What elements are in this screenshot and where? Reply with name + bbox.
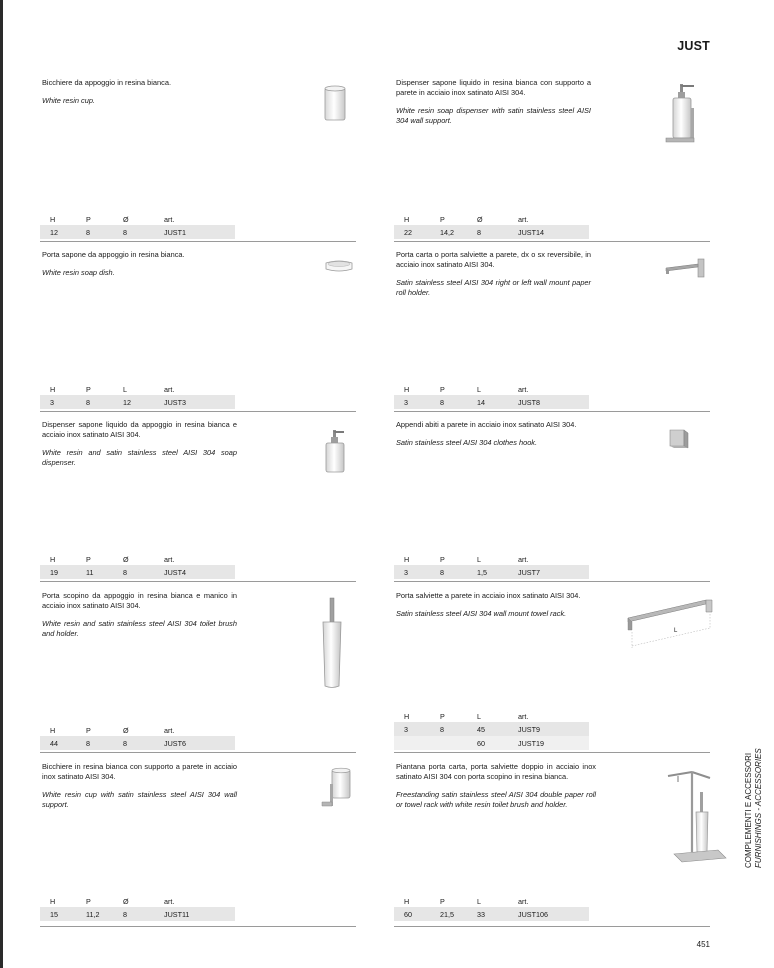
side-label-italian: COMPLEMENTI E ACCESSORI (744, 752, 753, 868)
soap-dish-icon (324, 258, 354, 276)
col-p: P (86, 385, 91, 394)
value-h: 15 (50, 910, 58, 919)
col-p: P (86, 555, 91, 564)
description-english: Satin stainless steel AISI 304 wall mount towel rack. (396, 609, 567, 618)
col-art: art. (518, 712, 529, 721)
value-p: 11 (86, 568, 94, 577)
value-l: 1,5 (477, 568, 487, 577)
value-art: JUST4 (164, 568, 186, 577)
description-italian: Appendi abiti a parete in acciaio inox satinato AISI 304. (396, 420, 577, 429)
col-art: art. (164, 897, 175, 906)
value-p: 8 (86, 739, 90, 748)
col-diameter: Ø (477, 215, 483, 224)
value-diameter: 8 (123, 568, 127, 577)
spec-values-row (394, 565, 589, 579)
spec-values-row (40, 736, 235, 750)
value-h: 19 (50, 568, 58, 577)
col-h: H (50, 215, 56, 224)
dimension-label-l: L (674, 628, 678, 634)
toilet-brush-icon (318, 596, 348, 692)
value-h: 44 (50, 739, 58, 748)
col-l: L (477, 897, 481, 906)
value-l: 45 (477, 725, 485, 734)
page-number: 451 (696, 940, 710, 949)
description-italian: Piantana porta carta, porta salviette doppio in acciaio inox satinato AISI 304 con porta scopino in resina bianca. (396, 762, 596, 781)
product-just11 (42, 762, 237, 810)
value-art: JUST8 (518, 398, 540, 407)
description-english: Satin stainless steel AISI 304 clothes hook. (396, 438, 538, 447)
product-just7 (396, 420, 591, 448)
spec-table-just106 (394, 895, 589, 921)
description-english: White resin soap dispenser with satin stainless steel AISI 304 wall support. (396, 106, 591, 125)
col-diameter: Ø (123, 897, 129, 906)
col-h: H (404, 897, 410, 906)
spec-table-just11 (40, 895, 235, 921)
description-italian: Porta scopino da appoggio in resina bianca e manico in acciaio inox satinato AISI 304. (42, 591, 237, 610)
value-diameter: 8 (123, 910, 127, 919)
value-diameter: 8 (477, 228, 481, 237)
col-p: P (440, 555, 445, 564)
wall-soap-dispenser-icon (662, 80, 710, 146)
value-p: 8 (440, 398, 444, 407)
value-h: 3 (50, 398, 54, 407)
row-divider (40, 241, 356, 242)
wall-cup-icon (320, 766, 354, 810)
spec-table-just6 (40, 724, 235, 750)
col-p: P (440, 897, 445, 906)
paper-roll-holder-icon (662, 256, 710, 282)
col-h: H (50, 726, 56, 735)
value-art: JUST106 (518, 910, 548, 919)
col-h: H (404, 385, 410, 394)
row-divider (40, 752, 356, 753)
col-art: art. (164, 726, 175, 735)
value-art: JUST9 (518, 725, 540, 734)
value-diameter: 8 (123, 228, 127, 237)
col-art: art. (518, 215, 529, 224)
spec-values-row-2 (394, 736, 589, 750)
col-art: art. (164, 215, 175, 224)
spec-table-just8 (394, 383, 589, 409)
freestanding-stand-icon (660, 766, 740, 866)
row-divider (394, 411, 710, 412)
value-art: JUST1 (164, 228, 186, 237)
value-h: 3 (404, 725, 408, 734)
value-p: 21,5 (440, 910, 454, 919)
value-h: 3 (404, 398, 408, 407)
description-italian: Porta sapone da appoggio in resina bianca. (42, 250, 185, 259)
row-divider (40, 926, 356, 927)
col-p: P (440, 385, 445, 394)
value-h: 60 (404, 910, 412, 919)
product-just1 (42, 78, 237, 106)
product-just14 (396, 78, 591, 126)
value-l: 14 (477, 398, 485, 407)
spec-table-just14 (394, 213, 589, 239)
value-p: 14,2 (440, 228, 454, 237)
col-l: L (123, 385, 127, 394)
col-diameter: Ø (123, 215, 129, 224)
product-just6 (42, 591, 237, 639)
product-just9 (396, 591, 591, 619)
value-h: 22 (404, 228, 412, 237)
value-art: JUST7 (518, 568, 540, 577)
product-just3 (42, 250, 237, 278)
value-art: JUST6 (164, 739, 186, 748)
spec-table-just7 (394, 553, 589, 579)
value-art: JUST3 (164, 398, 186, 407)
description-italian: Porta salviette a parete in acciaio inox satinato AISI 304. (396, 591, 581, 600)
col-art: art. (164, 555, 175, 564)
value-art: JUST19 (518, 739, 544, 748)
value-p: 8 (440, 725, 444, 734)
col-h: H (50, 385, 56, 394)
col-p: P (440, 712, 445, 721)
col-l: L (477, 712, 481, 721)
spec-values-row (40, 395, 235, 409)
col-h: H (50, 555, 56, 564)
col-diameter: Ø (123, 555, 129, 564)
description-english: White resin cup with satin stainless steel AISI 304 wall support. (42, 790, 237, 809)
value-h: 3 (404, 568, 408, 577)
spec-table-just9 (394, 710, 589, 750)
section-side-label (744, 740, 774, 870)
clothes-hook-icon (664, 426, 692, 450)
value-art: JUST14 (518, 228, 544, 237)
description-italian: Dispenser sapone liquido in resina bianca con supporto a parete in acciaio inox satinato AISI 304. (396, 78, 591, 97)
description-english: White resin and satin stainless steel AISI 304 toilet brush and holder. (42, 619, 237, 638)
towel-rack-icon (620, 596, 714, 652)
description-english: Freestanding satin stainless steel AISI 304 double paper roll or towel rack with white resin toilet brush and holder. (396, 790, 596, 809)
spec-values-row (40, 907, 235, 921)
col-art: art. (518, 897, 529, 906)
product-just8 (396, 250, 591, 298)
description-italian: Dispenser sapone liquido da appoggio in resina bianca e acciaio inox satinato AISI 304. (42, 420, 237, 439)
value-p: 11,2 (86, 910, 100, 919)
value-l: 12 (123, 398, 131, 407)
brand-title: JUST (677, 39, 710, 53)
value-h: 12 (50, 228, 58, 237)
spec-values-row (40, 565, 235, 579)
soap-dispenser-icon (322, 428, 350, 474)
col-p: P (86, 215, 91, 224)
spec-table-just1 (40, 213, 235, 239)
spec-values-row (40, 225, 235, 239)
description-english: White resin and satin stainless steel AISI 304 soap dispenser. (42, 448, 237, 467)
row-divider (394, 241, 710, 242)
row-divider (394, 581, 710, 582)
col-l: L (477, 385, 481, 394)
row-divider (40, 581, 356, 582)
side-label-english: FURNISHINGS - ACCESSORIES (754, 748, 763, 868)
col-diameter: Ø (123, 726, 129, 735)
row-divider (40, 411, 356, 412)
col-h: H (404, 215, 410, 224)
spec-values-row (394, 225, 589, 239)
col-h: H (404, 555, 410, 564)
spec-values-row (394, 395, 589, 409)
product-just106 (396, 762, 596, 810)
description-english: White resin soap dish. (42, 268, 115, 277)
description-italian: Bicchiere in resina bianca con supporto a parete in acciaio inox satinato AISI 304. (42, 762, 237, 781)
col-p: P (440, 215, 445, 224)
page-spine-line (0, 0, 3, 968)
spec-table-just4 (40, 553, 235, 579)
value-p: 8 (86, 398, 90, 407)
value-art: JUST11 (164, 910, 190, 919)
description-italian: Porta carta o porta salviette a parete, dx o sx reversibile, in acciaio inox satinato AISI 304. (396, 250, 591, 269)
description-italian: Bicchiere da appoggio in resina bianca. (42, 78, 172, 87)
product-just4 (42, 420, 237, 468)
col-p: P (86, 726, 91, 735)
value-l: 33 (477, 910, 485, 919)
col-art: art. (518, 555, 529, 564)
spec-values-row (394, 722, 589, 736)
row-divider (394, 752, 710, 753)
resin-cup-icon (322, 84, 348, 122)
spec-values-row (394, 907, 589, 921)
description-english: Satin stainless steel AISI 304 right or left wall mount paper roll holder. (396, 278, 591, 297)
col-h: H (50, 897, 56, 906)
value-l: 60 (477, 739, 485, 748)
col-p: P (86, 897, 91, 906)
row-divider (394, 926, 710, 927)
col-h: H (404, 712, 410, 721)
col-art: art. (518, 385, 529, 394)
value-p: 8 (440, 568, 444, 577)
col-l: L (477, 555, 481, 564)
description-english: White resin cup. (42, 96, 95, 105)
value-p: 8 (86, 228, 90, 237)
value-diameter: 8 (123, 739, 127, 748)
col-art: art. (164, 385, 175, 394)
spec-table-just3 (40, 383, 235, 409)
